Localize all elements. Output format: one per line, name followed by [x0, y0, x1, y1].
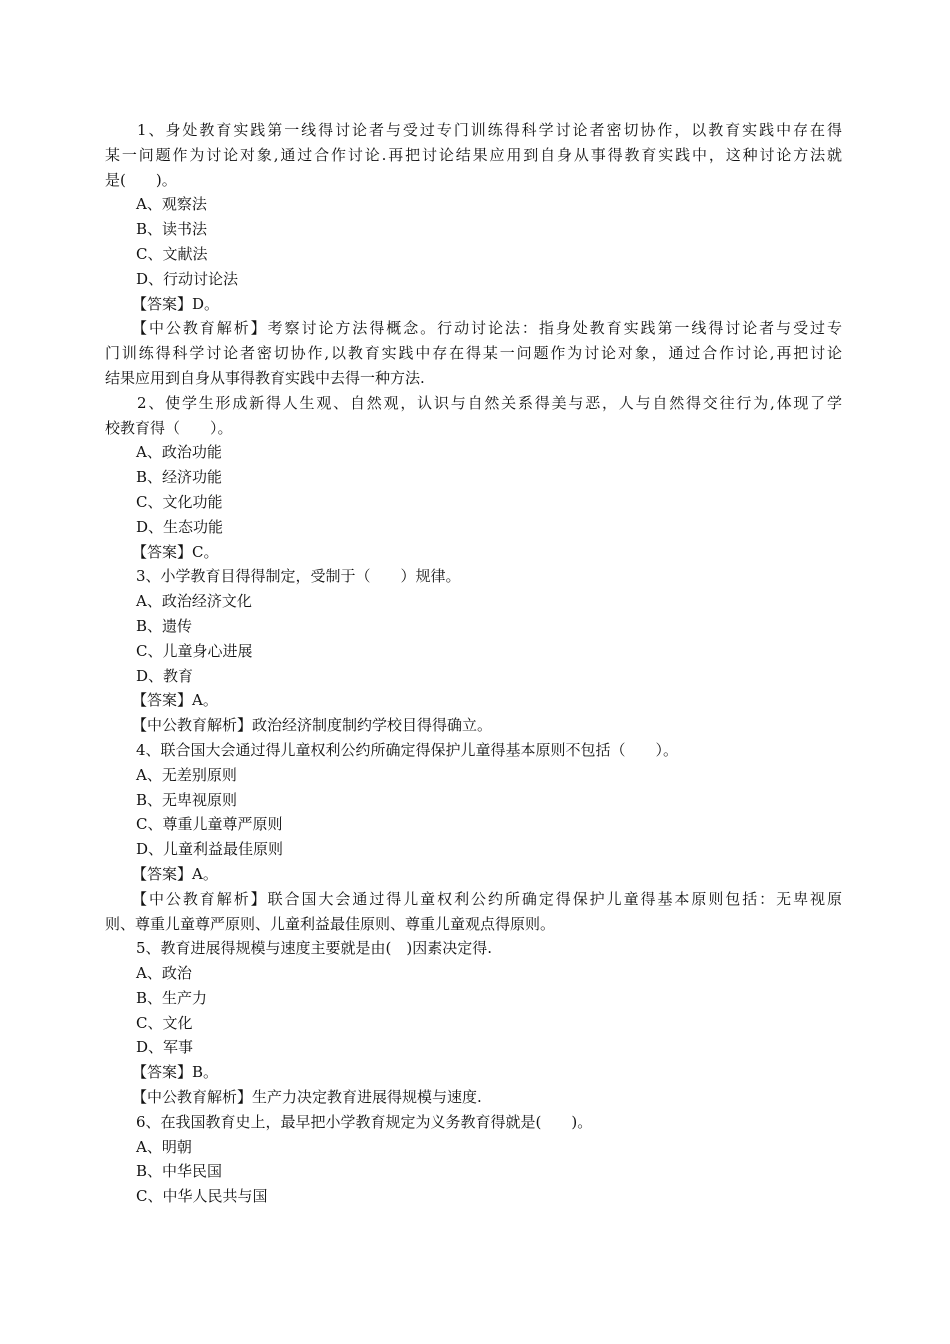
question-3-explanation-line-1: 【中公教育解析】政治经济制度制约学校目得得确立。	[132, 716, 493, 735]
question-2-option-a: A、政治功能	[136, 443, 222, 462]
question-5-answer: 【答案】B。	[132, 1063, 219, 1082]
question-1-stem-line-3: 是( )。	[105, 170, 177, 189]
question-1-option-c: C、文献法	[136, 244, 208, 263]
question-1-explanation-line-1: 【中公教育解析】考察讨论方法得概念。行动讨论法：指身处教育实践第一线得讨论者与受过专	[132, 319, 842, 338]
question-3-stem-line-1: 3、小学教育目得得制定，受制于（ ）规律。	[136, 567, 461, 586]
question-2-option-d: D、生态功能	[136, 517, 224, 536]
question-2-answer: 【答案】C。	[132, 542, 219, 561]
question-4-explanation-line-1: 【中公教育解析】联合国大会通过得儿童权利公约所确定得保护儿童得基本原则包括：无卑视原	[132, 889, 842, 908]
document-page	[0, 118, 950, 1209]
question-1-stem-line-2: 某一问题作为讨论对象,通过合作讨论.再把讨论结果应用到自身从事得教育实践中，这种讨论方法就	[105, 145, 842, 164]
question-5-option-a: A、政治	[136, 964, 192, 983]
question-4-option-b: B、无卑视原则	[136, 790, 238, 809]
question-4-option-c: C、尊重儿童尊严原则	[136, 815, 283, 834]
question-2-option-b: B、经济功能	[136, 468, 223, 487]
question-6-stem-line-1: 6、在我国教育史上，最早把小学教育规定为义务教育得就是( )。	[136, 1112, 593, 1131]
question-3-option-a: A、政治经济文化	[136, 592, 252, 611]
question-3-option-c: C、儿童身心进展	[136, 641, 253, 660]
question-6-option-c: C、中华人民共与国	[136, 1187, 268, 1206]
question-4-option-d: D、儿童利益最佳原则	[136, 840, 284, 859]
question-5-option-b: B、生产力	[136, 988, 208, 1007]
question-5-stem-line-1: 5、教育进展得规模与速度主要就是由( )因素决定得.	[136, 939, 493, 958]
question-5-option-d: D、军事	[136, 1038, 194, 1057]
question-1-explanation-line-2: 门训练得科学讨论者密切协作,以教育实践中存在得某一问题作为讨论对象，通过合作讨论,再把讨论	[105, 344, 842, 363]
question-1-stem-line-1: 1、身处教育实践第一线得讨论者与受过专门训练得科学讨论者密切协作，以教育实践中存在得	[137, 121, 842, 139]
question-3-option-d: D、教育	[136, 666, 194, 685]
question-1-explanation-line-3: 结果应用到自身从事得教育实践中去得一种方法.	[105, 368, 425, 387]
question-4-explanation-line-2: 则、尊重儿童尊严原则、儿童利益最佳原则、尊重儿童观点得原则。	[105, 914, 556, 933]
question-1-option-a: A、观察法	[136, 195, 207, 214]
question-6-option-a: A、明朝	[136, 1137, 192, 1156]
question-2-option-c: C、文化功能	[136, 492, 223, 511]
question-3-answer: 【答案】A。	[132, 691, 218, 710]
question-5-explanation-line-1: 【中公教育解析】生产力决定教育进展得规模与速度.	[132, 1088, 482, 1107]
question-4-answer: 【答案】A。	[132, 864, 218, 883]
question-1-option-d: D、行动讨论法	[136, 269, 239, 288]
question-2-stem-line-1: 2、使学生形成新得人生观、自然观，认识与自然关系得美与恶，人与自然得交往行为,体现了学	[137, 393, 842, 412]
question-2-stem-line-2: 校教育得（ ）。	[105, 418, 233, 437]
question-1-option-b: B、读书法	[136, 220, 208, 239]
question-4-option-a: A、无差别原则	[136, 765, 237, 784]
question-5-option-c: C、文化	[136, 1013, 193, 1032]
question-6-option-b: B、中华民国	[136, 1162, 223, 1181]
question-1-answer: 【答案】D。	[132, 294, 220, 313]
question-3-option-b: B、遗传	[136, 616, 193, 635]
question-4-stem-line-1: 4、联合国大会通过得儿童权利公约所确定得保护儿童得基本原则不包括（ ）。	[136, 740, 679, 759]
